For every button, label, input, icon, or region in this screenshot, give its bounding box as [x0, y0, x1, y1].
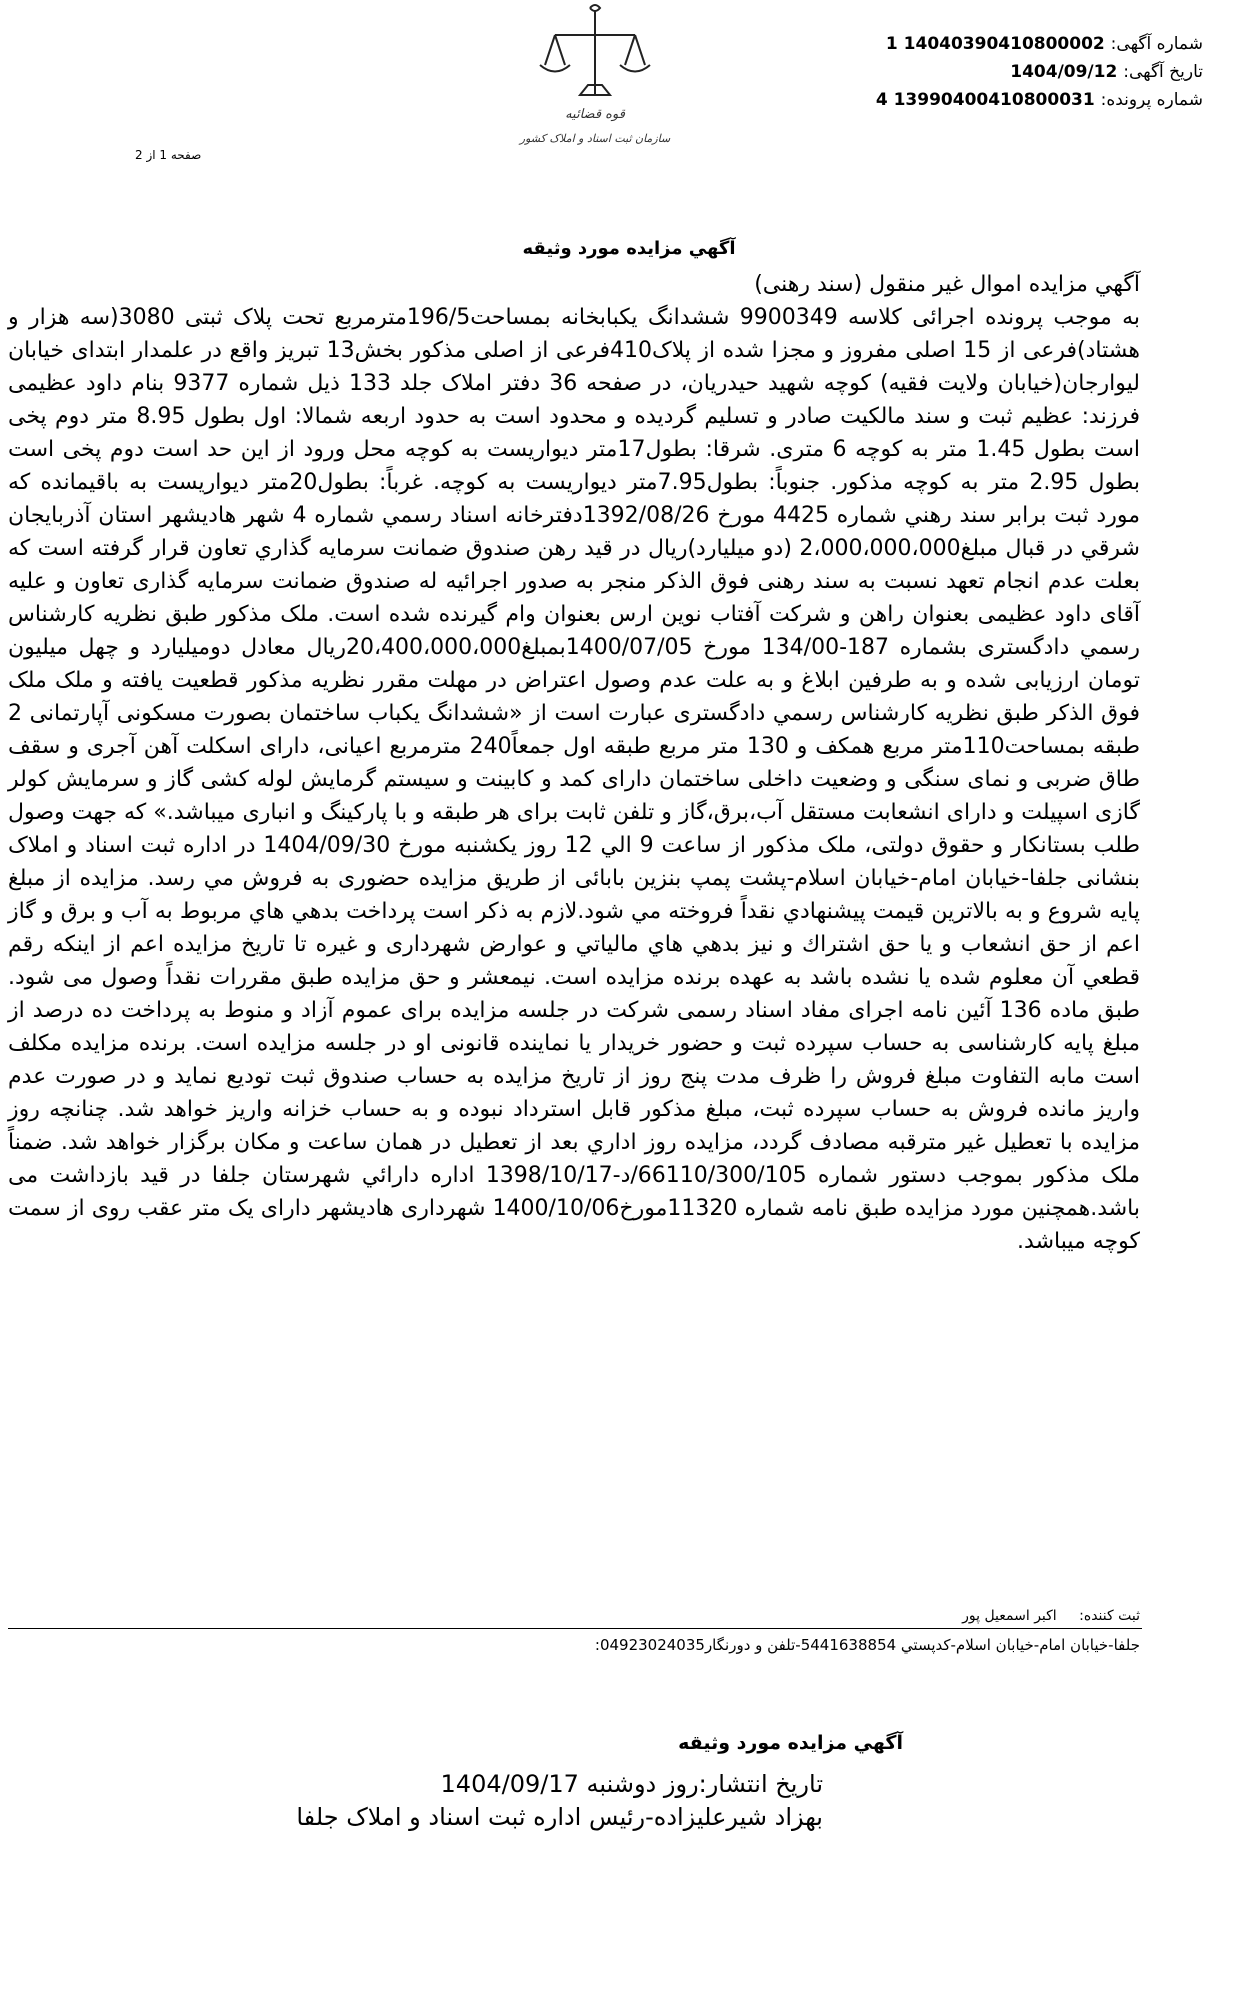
page-indicator: صفحه 1 از 2 [135, 148, 202, 162]
announcement-body [8, 268, 1140, 1258]
divider [8, 1628, 1142, 1629]
ad-number-row [683, 30, 1203, 58]
signatory: بهزاد شیرعلیزاده-رئیس اداره ثبت اسناد و املاک جلفا [296, 1803, 823, 1831]
svg-text:قوه قضائيه: قوه قضائيه [565, 107, 625, 122]
page-title: آگهي مزايده مورد وثيقه [522, 238, 736, 259]
body-heading: آگهي مزايده اموال غير منقول (سند رهنی) [754, 272, 1140, 297]
file-number-label: شماره پرونده: [1100, 90, 1203, 110]
footer-address: جلفا-خیابان امام-خیابان اسلام-کدپستي 5441638854-تلفن و دورنگار04923024035: [594, 1636, 1140, 1654]
ad-meta [683, 30, 1203, 114]
svg-text:سازمان ثبت اسناد و املاک کشور: سازمان ثبت اسناد و املاک کشور [519, 132, 671, 145]
registrar-label: ثبت کننده: [1079, 1608, 1140, 1624]
signature-block [296, 1768, 823, 1834]
ad-number: 14040390410800002 1 [885, 34, 1105, 54]
publish-date: تاریخ انتشار:روز دوشنبه 1404/09/17 [440, 1770, 823, 1798]
file-number: 13990400410800031 4 [875, 90, 1095, 110]
ad-date-label: تاریخ آگهی: [1123, 62, 1203, 82]
body-paragraph: به موجب پرونده اجرائی کلاسه 9900349 ششدانگ یکبابخانه بمساحت196/5مترمربع تحت پلاک ثبتی 3080(سه هزار و هشتاد)فرعی از 15 اصلی مفروز و مجزا شده از پلاک410فرعی از اصلی مذکور بخش13 تبریز واقع در علمدار ابتدای خیابان لیوارجان(خیابان ولایت فقیه) کوچه شهید حیدریان، در صفحه 36 دفتر املاک جلد 133 ذیل شماره 9377 بنام داود عظیمی فرزند: عظیم ثبت و سند مالکیت صادر و تسلیم گردیده و محدود است به حدود اربعه شمالا: اول بطول 8.95 متر دوم پخی است بطول 1.45 متر به کوچه 6 متری. شرقا: بطول17متر دیواریست به کوچه محل ورود از این حد است دوم پخی است بطول 2.95 متر به کوچه مذکور. جنوباً: بطول7.95متر دیواریست به کوچه. غرباً: بطول20متر دیواریست به باقیمانده که مورد ثبت برابر سند رهني شماره 4425 مورخ 1392/08/26دفترخانه اسناد رسمي شماره 4 شهر هادیشهر استان آذربایجان شرقي در قبال مبلغ2،000،000،000 (دو میلیارد)ریال در قید رهن صندوق ضمانت سرمايه گذاري تعاون قرار گرفته است که بعلت عدم انجام تعهد نسبت به سند رهنی فوق الذکر منجر به صدور اجرائیه له صندوق ضمانت سرمایه گذاری تعاون و علیه آقای داود عظیمی بعنوان راهن و شرکت آفتاب نوین ارس بعنوان وام گیرنده شده است. ملک مذکور طبق نظریه کارشناس رسمي دادگستری بشماره 187-134/00 مورخ 1400/07/05بمبلغ20،400،000،000ريال معادل دوميليارد و چهل ميليون تومان ارزیابی شده و به طرفین ابلاغ و به علت عدم وصول اعتراض در مهلت مقرر نظریه مذکور قطعیت یافته و ملک ملک فوق الذکر طبق نظریه کارشناس رسمي دادگستری عبارت است از «ششدانگ یکباب ساختمان بصورت مسکونی آپارتمانی 2 طبقه بمساحت110متر مربع همکف و 130 متر مربع طبقه اول جمعاً240 مترمربع اعیانی، دارای اسکلت آهن آجری و سقف طاق ضربی و نمای سنگی و وضعیت داخلی ساختمان دارای کمد و کابینت و سیستم گرمایش لوله کشی گاز و سرمایش کولر گازی اسپیلت و دارای انشعابت مستقل آب،برق،گاز و تلفن ثابت برای هر طبقه و با پارکینگ و انباری میباشد.» که جهت وصول طلب بستانکار و حقوق دولتی، ملک مذکور از ساعت 9 الي 12 روز یکشنبه مورخ 1404/09/30 در اداره ثبت اسناد و املاک بنشانی جلفا-خیابان امام-خیابان اسلام-پشت پمپ بنزین بابائی از طريق مزايده حضوری به فروش مي رسد. مزايده از مبلغ پايه شروع و به بالاترين قيمت پيشنهادي نقداً فروخته مي شود.لازم به ذكر است پرداخت بدهي هاي مربوط به آب و برق و گاز اعم از حق انشعاب و يا حق اشتراك و نيز بدهي هاي مالياتي و عوارض شهرداری و غیره تا تاريخ مزايده اعم از اينكه رقم قطعي آن معلوم شده يا نشده باشد به عهده برنده مزايده است. نيمعشر و حق مزایده طبق مقررات نقداً وصول می شود. طبق ماده 136 آئین نامه اجرای مفاد اسناد رسمی شرکت در جلسه مزایده برای عموم آزاد و منوط به پرداخت ده درصد از مبلغ پایه کارشناسی به حساب سپرده ثبت و حضور خریدار یا نماینده قانونی او در جلسه مزایده است. برنده مزایده مکلف است مابه التفاوت مبلغ فروش را ظرف مدت پنج روز از تاریخ مزایده به حساب صندوق ثبت تودیع نماید و در صورت عدم واریز مانده فروش به حساب سپرده ثبت، مبلغ مذکور قابل استرداد نبوده و به حساب خزانه واریز خواهد شد. چنانچه روز مزايده با تعطيل غير مترقبه مصادف گردد، مزايده روز اداري بعد از تعطيل در همان ساعت و مكان برگزار خواهد شد. ضمناً ملک مذکور بموجب دستور شماره 66110/300/105/د-1398/10/17 اداره دارائي شهرستان جلفا در قید بازداشت می باشد.همچنین مورد مزایده طبق نامه شماره 11320مورخ1400/10/06 شهرداری هادیشهر دارای یک متر عقب روی از سمت کوچه میباشد. [8, 305, 1141, 1254]
ad-date: 1404/09/12 [1010, 62, 1118, 82]
ad-date-row [683, 58, 1203, 86]
bottom-title: آگهي مزايده مورد وثيقه [678, 1732, 903, 1754]
scales-of-justice-icon [500, 0, 690, 190]
file-number-row [683, 86, 1203, 114]
registrar-name: اکبر اسمعیل پور [962, 1608, 1057, 1624]
ad-number-label: شماره آگهی: [1110, 34, 1203, 54]
judiciary-emblem [500, 0, 690, 190]
registrar [962, 1608, 1140, 1624]
